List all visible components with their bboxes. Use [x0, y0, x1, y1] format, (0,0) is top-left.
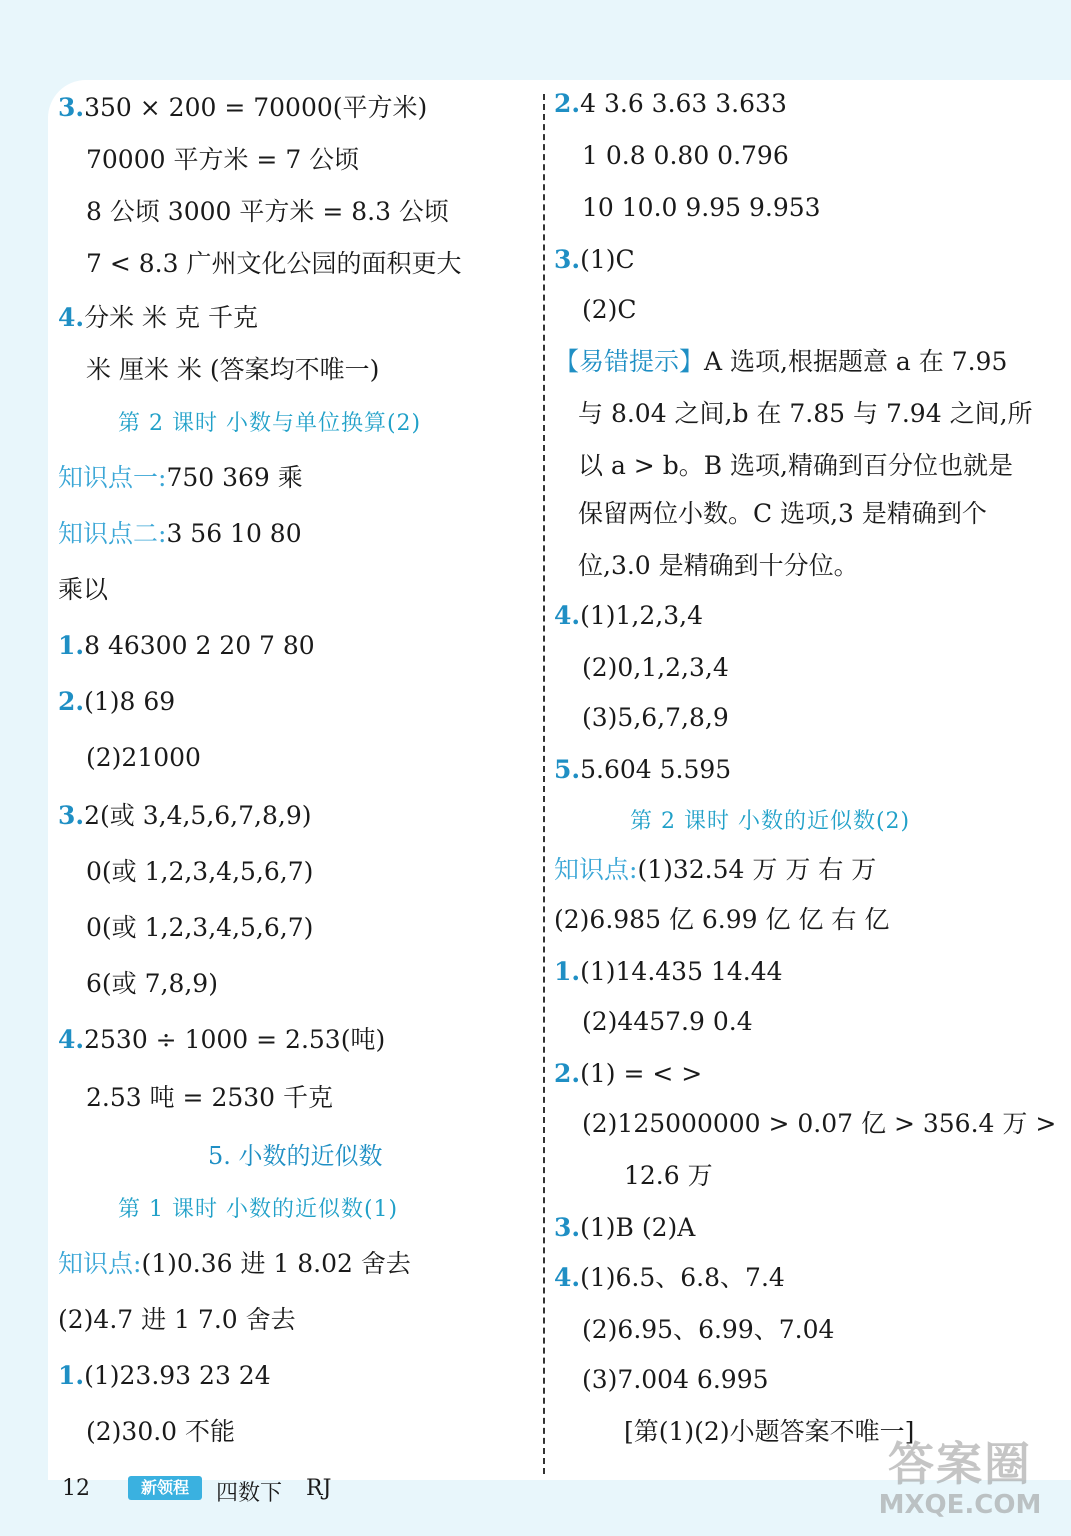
answer-text: (1)14.435 14.44 — [580, 957, 783, 986]
answer-text: 8 公顷 3000 平方米 = 8.3 公顷 — [86, 197, 449, 226]
lesson-heading: 第 2 课时 小数与单位换算(2) — [118, 411, 422, 436]
answer-line — [554, 1212, 695, 1244]
question-number: 4. — [554, 1263, 581, 1292]
answer-line — [86, 856, 313, 888]
answer-text: (3)5,6,7,8,9 — [582, 703, 729, 732]
answer-text: 位,3.0 是精确到十分位。 — [578, 551, 859, 580]
answer-text: (1)1,2,3,4 — [580, 601, 703, 630]
answer-text: (1)23.93 23 24 — [84, 1361, 271, 1390]
answer-text: (2)30.0 不能 — [86, 1417, 236, 1446]
brand-badge: 新领程 — [128, 1476, 202, 1500]
watermark-logo — [855, 1438, 1065, 1530]
answer-line — [582, 1006, 753, 1038]
lesson-heading: 第 1 课时 小数的近似数(1) — [118, 1197, 399, 1222]
column-divider — [543, 94, 545, 1474]
answer-text: 乘以 — [58, 575, 109, 604]
answer-text: (1)32.54 万 万 右 万 — [637, 855, 877, 884]
answer-line — [86, 248, 461, 280]
question-number: 1. — [58, 631, 85, 660]
answer-text: (2)6.985 亿 6.99 亿 亿 右 亿 — [554, 905, 890, 934]
answer-text: 70000 平方米 = 7 公顷 — [86, 145, 360, 174]
answer-text: (1) = < > — [580, 1059, 703, 1088]
answer-text: 4 3.6 3.63 3.633 — [580, 89, 787, 118]
answer-line — [86, 144, 359, 176]
answer-text: 以 a > b。B 选项,精确到百分位也就是 — [578, 451, 1013, 480]
question-number: 4. — [58, 1025, 85, 1054]
answer-line — [578, 398, 1033, 430]
answer-line — [582, 192, 821, 224]
question-number: 5. — [554, 755, 581, 784]
question-number: 3. — [58, 93, 85, 122]
answer-line — [578, 450, 1013, 482]
answer-text: 12.6 万 — [624, 1161, 713, 1190]
answer-line — [554, 346, 1007, 378]
answer-text: (1)6.5、6.8、7.4 — [580, 1263, 785, 1292]
answer-text: (1)C — [580, 245, 635, 274]
answer-line — [554, 1058, 702, 1090]
answer-text: 2.53 吨 = 2530 千克 — [86, 1083, 334, 1112]
answer-line — [578, 550, 859, 582]
answer-text: 750 369 乘 — [166, 463, 303, 492]
answer-line — [582, 1364, 769, 1396]
answer-line — [582, 140, 789, 172]
answer-line — [582, 1314, 834, 1346]
answer-line — [58, 1360, 271, 1392]
answer-text: 2(或 3,4,5,6,7,8,9) — [84, 801, 312, 830]
answer-line — [58, 462, 303, 494]
answer-text: 8 46300 2 20 7 80 — [84, 631, 315, 660]
answer-line — [58, 1248, 411, 1280]
answer-text: (3)7.004 6.995 — [582, 1365, 769, 1394]
answer-line — [58, 92, 427, 124]
subject-label: 四数下 — [216, 1481, 283, 1506]
error-tip-label: 【易错提示】 — [554, 347, 705, 376]
knowledge-point-label: 知识点: — [554, 855, 638, 884]
answer-text: 米 厘米 米 (答案均不唯一) — [86, 355, 380, 384]
question-number: 1. — [58, 1361, 85, 1390]
answer-text: (2)125000000 > 0.07 亿 > 356.4 万 > — [582, 1109, 1057, 1138]
answer-text: [第(1)(2)小题答案不唯一] — [624, 1417, 915, 1446]
answer-line — [624, 1160, 713, 1192]
answer-line — [58, 686, 175, 718]
answer-line — [554, 904, 889, 936]
answer-text: (1)B (2)A — [580, 1213, 696, 1242]
answer-text: (2)4.7 进 1 7.0 舍去 — [58, 1305, 296, 1334]
answer-line — [58, 302, 258, 334]
knowledge-point-label: 知识点: — [58, 1249, 142, 1278]
answer-line — [58, 1024, 385, 1056]
answer-text: 2530 ÷ 1000 = 2.53(吨) — [84, 1025, 386, 1054]
answer-line — [86, 354, 379, 386]
answer-text: 与 8.04 之间,b 在 7.85 与 7.94 之间,所 — [578, 399, 1033, 428]
knowledge-point-label: 知识点二: — [58, 519, 167, 548]
answer-text: (1)8 69 — [84, 687, 176, 716]
answer-line — [86, 968, 218, 1000]
answer-text: 分米 米 克 千克 — [84, 303, 258, 332]
knowledge-point-label: 知识点一: — [58, 463, 167, 492]
answer-text: 10 10.0 9.95 9.953 — [582, 193, 821, 222]
answer-line — [554, 854, 876, 886]
answer-line — [58, 800, 312, 832]
lesson-heading: 第 2 课时 小数的近似数(2) — [630, 809, 911, 834]
answer-text: 0(或 1,2,3,4,5,6,7) — [86, 913, 314, 942]
answer-line — [554, 88, 787, 120]
question-number: 2. — [554, 89, 581, 118]
answer-text: 1 0.8 0.80 0.796 — [582, 141, 789, 170]
section-heading: 5. 小数的近似数 — [208, 1142, 383, 1170]
watermark-url: MXQE.COM — [878, 1490, 1042, 1520]
answer-line — [554, 244, 635, 276]
answer-line — [578, 498, 987, 530]
answer-line — [86, 196, 449, 228]
answer-text: (2)C — [582, 295, 637, 324]
answer-line — [58, 630, 315, 662]
page-number: 12 — [62, 1476, 90, 1501]
answer-line — [58, 518, 302, 550]
answer-line — [582, 652, 729, 684]
answer-line — [582, 1108, 1056, 1140]
question-number: 2. — [554, 1059, 581, 1088]
answer-text: 保留两位小数。C 选项,3 是精确到个 — [578, 499, 987, 528]
question-number: 3. — [58, 801, 85, 830]
question-number: 3. — [554, 245, 581, 274]
answer-line — [86, 1416, 235, 1448]
answer-line — [582, 294, 637, 326]
question-number: 1. — [554, 957, 581, 986]
answer-text: 6(或 7,8,9) — [86, 969, 218, 998]
answer-line — [58, 574, 108, 606]
answer-line — [554, 1262, 785, 1294]
answer-text: 5.604 5.595 — [580, 755, 732, 784]
question-number: 3. — [554, 1213, 581, 1242]
answer-text: 0(或 1,2,3,4,5,6,7) — [86, 857, 314, 886]
answer-line — [554, 600, 703, 632]
edition-label: RJ — [306, 1476, 332, 1501]
answer-text: (2)0,1,2,3,4 — [582, 653, 729, 682]
question-number: 2. — [58, 687, 85, 716]
question-number: 4. — [554, 601, 581, 630]
answer-text: (2)4457.9 0.4 — [582, 1007, 753, 1036]
question-number: 4. — [58, 303, 85, 332]
answer-text: (2)21000 — [86, 743, 201, 772]
answer-line — [554, 956, 783, 988]
answer-text: 350 × 200 = 70000(平方米) — [84, 93, 428, 122]
answer-page — [48, 80, 1071, 1480]
answer-line — [86, 1082, 333, 1114]
answer-text: 7 < 8.3 广州文化公园的面积更大 — [86, 249, 462, 278]
answer-text: (1)0.36 进 1 8.02 舍去 — [141, 1249, 411, 1278]
answer-line — [58, 1304, 296, 1336]
answer-text: (2)6.95、6.99、7.04 — [582, 1315, 835, 1344]
answer-line — [582, 702, 729, 734]
watermark-text: 答案圈 — [888, 1437, 1032, 1491]
answer-line — [86, 742, 201, 774]
answer-line — [554, 754, 731, 786]
answer-text: A 选项,根据题意 a 在 7.95 — [704, 347, 1008, 376]
answer-line — [86, 912, 313, 944]
answer-text: 3 56 10 80 — [166, 519, 302, 548]
